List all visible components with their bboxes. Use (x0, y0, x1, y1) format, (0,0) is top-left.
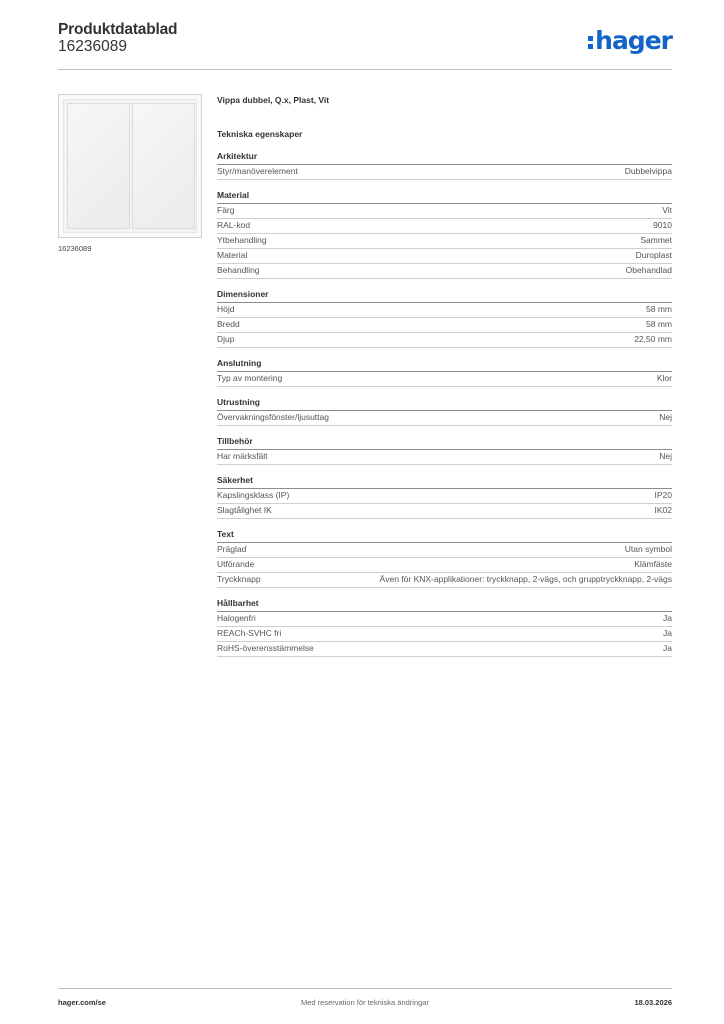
product-image (58, 94, 202, 238)
logo-dots-icon (588, 33, 593, 50)
spec-label: Kapslingsklass (IP) (217, 490, 290, 500)
spec-label: Höjd (217, 304, 235, 314)
spec-group-title: Dimensioner (217, 289, 672, 303)
spec-value: Klämfäste (634, 559, 672, 569)
section-heading: Tekniska egenskaper (217, 129, 303, 139)
right-rocker-icon (132, 103, 195, 229)
spec-group (217, 598, 672, 657)
spec-row (217, 372, 672, 387)
spec-row (217, 249, 672, 264)
spec-value: Duroplast (635, 250, 672, 260)
spec-group (217, 151, 672, 180)
spec-row (217, 411, 672, 426)
spec-value: Klor (656, 373, 672, 383)
spec-group (217, 475, 672, 519)
spec-label: Slagtålighet IK (217, 505, 272, 515)
footer-date: 18.03.2026 (634, 998, 672, 1007)
spec-row (217, 573, 672, 588)
spec-label: Färg (217, 205, 235, 215)
spec-value: 9010 (653, 220, 672, 230)
spec-label: Behandling (217, 265, 260, 275)
spec-group-title: Hållbarhet (217, 598, 672, 612)
spec-groups (217, 151, 672, 657)
document-title: Produktdatablad (58, 21, 178, 38)
left-rocker-icon (67, 103, 130, 229)
spec-value: Ja (663, 613, 672, 623)
spec-label: Övervakningsfönster/ljusuttag (217, 412, 329, 422)
spec-row (217, 264, 672, 279)
spec-group-title: Anslutning (217, 358, 672, 372)
spec-value: Sammet (640, 235, 672, 245)
spec-value: IP20 (654, 490, 672, 500)
spec-label: Djup (217, 334, 235, 344)
spec-row (217, 318, 672, 333)
spec-value: 22,50 mm (634, 334, 672, 344)
article-number: 16236089 (58, 38, 127, 55)
spec-value: Nej (659, 451, 672, 461)
spec-group (217, 436, 672, 465)
spec-group-title: Text (217, 529, 672, 543)
spec-group (217, 289, 672, 348)
spec-value: 58 mm (646, 304, 672, 314)
spec-label: Styr/manöverelement (217, 166, 298, 176)
footer-disclaimer: Med reservation för tekniska ändringar (301, 998, 429, 1007)
spec-row (217, 219, 672, 234)
switch-plate-icon (63, 99, 197, 233)
spec-value: Även för KNX-applikationer: tryckknapp, 2-vägs, och grupptryckknapp, 2-vägs (379, 574, 672, 584)
hager-logo (588, 26, 672, 55)
spec-label: RAL-kod (217, 220, 251, 230)
spec-group-title: Tillbehör (217, 436, 672, 450)
spec-row (217, 204, 672, 219)
spec-label: Präglad (217, 544, 247, 554)
spec-row (217, 165, 672, 180)
spec-row (217, 234, 672, 249)
spec-row (217, 504, 672, 519)
spec-label: Bredd (217, 319, 240, 329)
image-caption: 16236089 (58, 244, 92, 253)
spec-group (217, 529, 672, 588)
page-header (58, 21, 672, 70)
spec-value: Utan symbol (624, 544, 672, 554)
spec-row (217, 558, 672, 573)
spec-label: Har märksfält (217, 451, 268, 461)
spec-value: Vit (662, 205, 672, 215)
spec-value: Obehandlad (625, 265, 672, 275)
spec-value: IK02 (654, 505, 672, 515)
logo-text: hager (595, 26, 672, 55)
spec-row (217, 333, 672, 348)
spec-row (217, 642, 672, 657)
spec-row (217, 612, 672, 627)
spec-label: Utförande (217, 559, 255, 569)
page-footer (58, 988, 672, 1013)
spec-value: Nej (659, 412, 672, 422)
spec-group-title: Arkitektur (217, 151, 672, 165)
spec-label: Tryckknapp (217, 574, 261, 584)
footer-website-link[interactable]: hager.com/se (58, 998, 106, 1007)
spec-row (217, 303, 672, 318)
spec-row (217, 450, 672, 465)
spec-row (217, 543, 672, 558)
spec-value: 58 mm (646, 319, 672, 329)
spec-group-title: Säkerhet (217, 475, 672, 489)
spec-group (217, 397, 672, 426)
spec-group (217, 190, 672, 279)
spec-label: Typ av montering (217, 373, 283, 383)
spec-label: Halogenfri (217, 613, 256, 623)
spec-value: Dubbelvippa (624, 166, 672, 176)
spec-row (217, 627, 672, 642)
spec-label: Ytbehandling (217, 235, 267, 245)
spec-content (217, 95, 672, 657)
spec-label: Material (217, 250, 248, 260)
spec-label: RoHS-överensstämmelse (217, 643, 314, 653)
product-name: Vippa dubbel, Q.x, Plast, Vit (217, 95, 330, 105)
spec-group (217, 358, 672, 387)
spec-value: Ja (663, 628, 672, 638)
spec-group-title: Material (217, 190, 672, 204)
spec-group-title: Utrustning (217, 397, 672, 411)
spec-value: Ja (663, 643, 672, 653)
spec-row (217, 489, 672, 504)
spec-label: REACh-SVHC fri (217, 628, 282, 638)
